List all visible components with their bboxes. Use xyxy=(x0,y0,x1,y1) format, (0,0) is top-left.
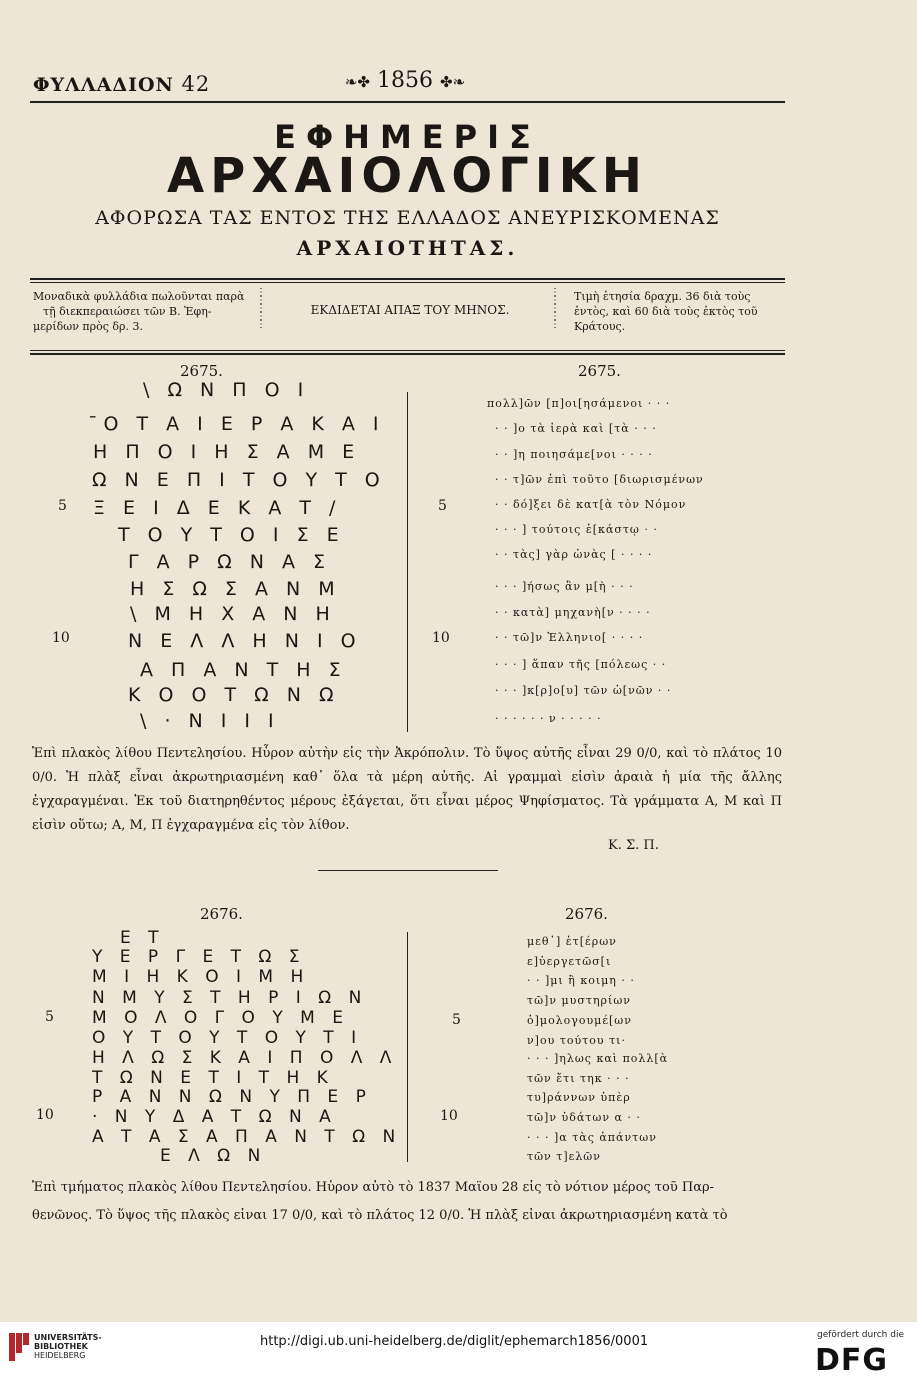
transcription-line: ὁ]μολογουμέ[ων xyxy=(527,1014,632,1027)
ornament-left-icon: ❧✤ xyxy=(344,73,370,91)
transcription-line: · · · ]κ[ρ]ο[υ] τῶν ὠ[νῶν · · xyxy=(495,684,672,697)
inscription-capital-line: Α Τ Α Σ Α Π Α Ν Τ Ω Ν xyxy=(92,1127,402,1147)
viewer-footer xyxy=(0,1322,917,1385)
inscription-capital-line: Ξ Ε Ι Δ Ε Κ Α Τ / xyxy=(93,497,342,519)
sheet-label-text: ΦΥΛΛΑΔΙΟΝ xyxy=(33,74,174,96)
inscription-number-right: 2675. xyxy=(578,362,621,380)
transcription-line: · · ]ο τὰ ἱερὰ καὶ [τὰ · · · xyxy=(495,422,657,435)
masthead-title-line1: ΕΦΗΜΕΡΙΣ xyxy=(274,118,541,156)
transcription-line: · · κατὰ] μηχανὴ[ν · · · · xyxy=(495,606,651,619)
line-marker-5: 5 xyxy=(58,498,67,514)
line-marker-10: 10 xyxy=(36,1107,54,1123)
transcription-line: · · · ]ηλως καὶ πολλ[ὰ xyxy=(527,1052,669,1065)
signature: Κ. Σ. Π. xyxy=(608,838,659,853)
transcription-line: τῶν τ]ελῶν xyxy=(527,1150,601,1163)
line-marker-5-right: 5 xyxy=(452,1012,461,1028)
inscription-capital-line: Η Σ Ω Σ Α Ν Μ xyxy=(130,578,341,600)
inscription-capital-line: Ν Ε Λ Λ Η Ν Ι Ο xyxy=(128,630,362,652)
transcription-line: · · · · · · ν · · · · · xyxy=(495,712,602,725)
transcription-line: · · τῶ]ν Ἑλληνιο[ · · · · xyxy=(495,631,644,644)
inscription-capital-line: Κ Ο Ο Τ Ω Ν Ω xyxy=(128,684,340,706)
info-right-line: Κράτους. xyxy=(574,320,626,333)
inscription-description-line: Ἐπὶ τμήματος πλακὸς λίθου Πεντελησίου. Ηὗρον αὐτὸ τὸ 1837 Μαΐου 28 εἰς τὸ νότιον μέρος τοῦ Παρ- xyxy=(32,1180,715,1195)
inscription-description: Ἐπὶ πλακὸς λίθου Πεντελησίου. Ηὗρον αὐτὴν εἰς τὴν Ἀκρόπολιν. Τὸ ὕψος αὐτῆς εἶναι 29 0/0, καὶ τὸ πλάτος 10 0/0. Ἡ πλὰξ εἶναι ἀκρωτηριασμένη καθ᾽ ὅλα τὰ μέρη αὐτῆς. Αἱ γραμμαὶ εἰσὶν ἀραιὰ ἡ μία τῆς ἄλλης ἐγχαραγμέναι. Ἐκ τοῦ διατηρηθέντος μέρους ἐξάγεται, ὅτι εἶναι μέρος Ψηφίσματος. Τὰ γράμματα Α, Μ καὶ Π εἰσὶν οὕτω; Α, Μ, Π ἐγχαραγμένα εἰς τὸν λίθον. xyxy=(32,746,782,833)
transcription-line: · · · ] ἅπαν τῆς [πόλεως · · xyxy=(495,658,667,671)
transcription-line: · · ]η ποιησάμε[νοι · · · · xyxy=(495,448,653,461)
line-marker-10-right: 10 xyxy=(432,630,450,646)
transcription-line: τῶ]ν μυστηρίων xyxy=(527,994,631,1007)
inscription-capital-line: \ Μ Η Χ Α Ν Η xyxy=(130,603,336,625)
transcription-line: τῶ]ν ὑδάτων α · · xyxy=(527,1111,641,1124)
inscription-number-left: 2675. xyxy=(180,362,223,380)
inscription-capital-line: Α Π Α Ν Τ Η Σ xyxy=(140,659,347,681)
line-marker-10: 10 xyxy=(52,630,70,646)
info-rule-top-thin xyxy=(30,282,785,283)
inscription-capital-line: Τ Ο Υ Τ Ο Ι Σ Ε xyxy=(118,524,345,546)
inscription-number-left: 2676. xyxy=(200,905,243,923)
inscription-capital-line: Ε Λ Ω Ν xyxy=(160,1146,267,1166)
inscription-capital-line: \ · Ν Ι Ι Ι xyxy=(140,710,280,732)
inscription-number-right: 2676. xyxy=(565,905,608,923)
sheet-number: 42 xyxy=(181,72,211,96)
info-left xyxy=(33,289,244,334)
transcription-line: πολλ]ῶν [π]οι[ησάμενοι · · · xyxy=(487,397,671,410)
ornament-right-icon: ✤❧ xyxy=(440,73,466,91)
library-logo-icon[interactable] xyxy=(9,1333,29,1365)
inscription-capital-line: \ Ω Ν Π Ο Ι xyxy=(143,379,310,401)
line-marker-5-right: 5 xyxy=(438,498,447,514)
funded-by-text: gefördert durch die xyxy=(817,1330,904,1340)
inscription-capital-line: Ο Υ Τ Ο Υ Τ Ο Υ Τ Ι xyxy=(92,1028,363,1048)
dotted-separator-right: ⋮ ⋮ ⋮ ⋮ ⋮ xyxy=(550,287,560,330)
year: 1856 xyxy=(377,68,433,93)
header-year xyxy=(330,68,480,93)
dotted-separator-left: ⋮ ⋮ ⋮ ⋮ ⋮ xyxy=(256,287,266,330)
inscription-capital-line: Γ Α Ρ Ω Ν Α Σ xyxy=(128,551,332,573)
transcription-line: · · τὰς] γὰρ ὠνὰς [ · · · · xyxy=(495,548,653,561)
inscription-capital-line: ¯Ο Τ Α Ι Ε Ρ Α Κ Α Ι xyxy=(88,413,385,435)
info-rule-bottom-thick xyxy=(30,353,785,355)
line-marker-5: 5 xyxy=(45,1009,54,1025)
info-left-line: Μοναδικὰ φυλλάδια πωλοῦνται παρὰ xyxy=(33,290,245,303)
transcription-line: · · τ]ῶν ἐπὶ τοῦτο [διωρισμένων xyxy=(495,473,704,486)
inscription-capital-line: Η Π Ο Ι Η Σ Α Μ Ε xyxy=(93,441,361,463)
library-name-line: BIBLIOTHEK xyxy=(34,1342,88,1351)
info-left-line: μερίδων πρὸς δρ. 3. xyxy=(33,320,143,333)
column-divider xyxy=(407,932,408,1162)
transcription-line: ε]ὐεργετῶσ[ι xyxy=(527,955,612,968)
masthead-subtitle-line2: ΑΡΧΑΙΟΤΗΤΑΣ. xyxy=(296,236,519,260)
library-name-line: UNIVERSITÄTS- xyxy=(34,1333,102,1342)
info-rule-top xyxy=(30,278,785,280)
info-right-line: Τιμὴ ἐτησία δραχμ. 36 διὰ τοὺς xyxy=(574,290,751,303)
library-name-line: HEIDELBERG xyxy=(34,1351,86,1360)
inscription-capital-line: · Ν Υ Δ Α Τ Ω Ν Α xyxy=(92,1107,337,1127)
funder-logo[interactable]: DFG xyxy=(815,1343,889,1378)
inscription-capital-line: Μ Ο Λ Ο Γ Ο Υ Μ Ε xyxy=(92,1008,349,1028)
info-rule-bottom xyxy=(30,350,785,351)
inscription-capital-line: Η Λ Ω Σ Κ Α Ι Π Ο Λ Λ xyxy=(92,1048,398,1068)
inscription-capital-line: Ε Τ xyxy=(120,928,165,948)
info-right-line: ἐντὸς, καὶ 60 διὰ τοὺς ἐκτὸς τοῦ xyxy=(574,305,758,318)
column-divider xyxy=(407,392,408,732)
transcription-line: · · · ]ήσως ἂν μ[ὴ · · · xyxy=(495,580,634,593)
masthead-title-line2: ΑΡΧΑΙΟΛΟΓΙΚΗ xyxy=(167,148,648,204)
line-marker-10-right: 10 xyxy=(440,1108,458,1124)
inscription-capital-line: Ν Μ Υ Σ Τ Η Ρ Ι Ω Ν xyxy=(92,988,368,1008)
transcription-line: · · ]μι ἢ κοιμη · · xyxy=(527,974,635,987)
transcription-line: · · · ]α τὰς ἁπάντων xyxy=(527,1131,657,1144)
info-left-line: τῇ διεκπεραιώσει τῶν Β. Ἐφη- xyxy=(43,305,212,318)
transcription-line: τυ]ράννων ὑπὲρ xyxy=(527,1091,631,1104)
transcription-line: μεθ᾽] ἑτ[έρων xyxy=(527,935,617,948)
header-rule xyxy=(30,101,785,103)
inscription-capital-line: Τ Ω Ν Ε Τ Ι Τ Η Κ xyxy=(92,1068,334,1088)
section-rule xyxy=(318,870,498,871)
transcription-line: τῶν ἔτι τηκ · · · xyxy=(527,1072,630,1085)
transcription-line: · · δό]ξει δὲ κατ[ὰ τὸν Νόμον xyxy=(495,498,687,511)
inscription-capital-line: Ρ Α Ν Ν Ω Ν Υ Π Ε Ρ xyxy=(92,1087,372,1107)
transcription-line: · · · ] τούτοις ἑ[κάστῳ · · xyxy=(495,523,658,536)
inscription-capital-line: Υ Ε Ρ Γ Ε Τ Ω Σ xyxy=(92,947,306,967)
inscription-capital-line: Ω Ν Ε Π Ι Τ Ο Υ Τ Ο xyxy=(92,469,386,491)
inscription-capital-line: Μ Ι Η Κ Ο Ι Μ Η xyxy=(92,967,310,987)
source-url-link[interactable]: http://digi.ub.uni-heidelberg.de/diglit/ephemarch1856/0001 xyxy=(260,1334,649,1349)
inscription-description-line: θενῶνος. Τὸ ὕψος τῆς πλακὸς εἶναι 17 0/0, καὶ τὸ πλάτος 12 0/0. Ἡ πλὰξ εἶναι ἀκρωτηριασμένη κατὰ τὸ xyxy=(32,1208,728,1223)
transcription-line: ν]ου τούτου τι· xyxy=(527,1034,626,1047)
masthead-subtitle-line1: ΑΦΟΡΩΣΑ ΤΑΣ ΕΝΤΟΣ ΤΗΣ ΕΛΛΑΔΟΣ ΑΝΕΥΡΙΣΚΟΜΕΝΑΣ xyxy=(95,207,720,229)
library-name[interactable] xyxy=(34,1333,102,1360)
sheet-label xyxy=(33,72,210,96)
info-right xyxy=(574,289,758,334)
info-middle: ΕΚΔΙΔΕΤΑΙ ΑΠΑΞ ΤΟΥ ΜΗΝΟΣ. xyxy=(310,303,510,317)
